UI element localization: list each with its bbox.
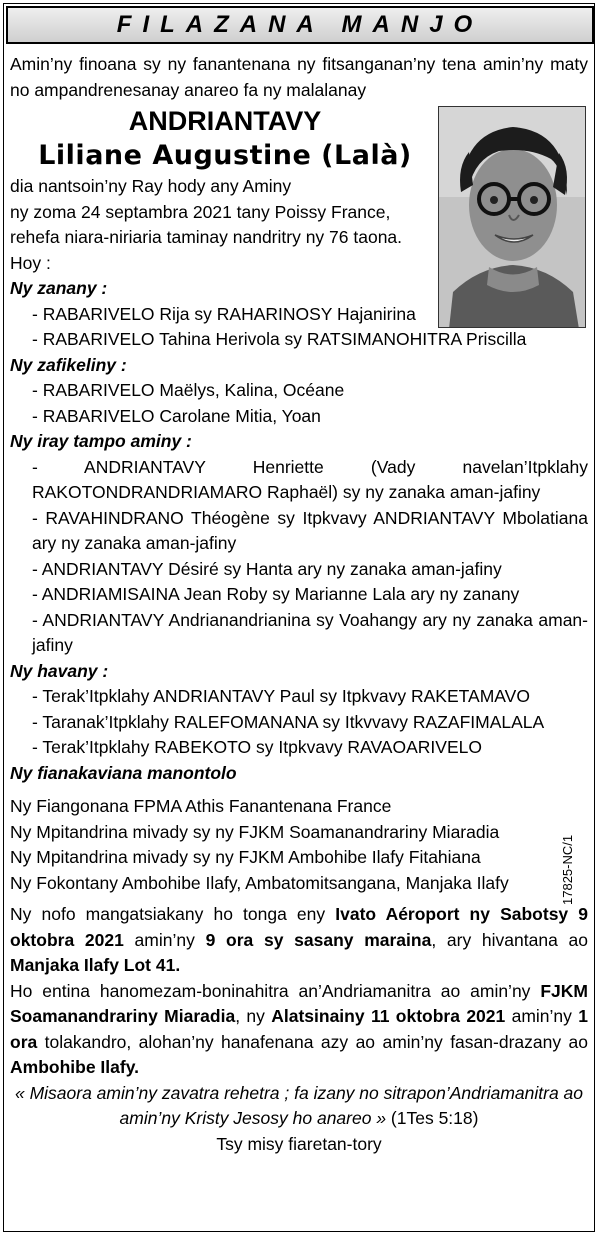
burial-text: , ny [235,1006,272,1026]
arrival-time: 9 ora sy sasany maraina [205,929,432,950]
deceased-given-names: Liliane Augustine (Lalà) [38,140,412,171]
notice-title: FILAZANA MANJO [116,11,484,38]
section-title-community: Ny fianakaviana manontolo [10,762,237,783]
list-item: - ANDRIAMISAINA Jean Roby sy Marianne Lala ary ny zanany [32,584,520,604]
section-title-children: Ny zanany : [10,278,108,298]
death-line-1: dia nantsoin’ny Ray hody any Aminy [10,176,292,196]
list-item: Ny Mpitandrina mivady sy ny FJKM Soamanandrariny Miaradia [10,821,500,842]
verse-reference: (1Tes 5:18) [386,1108,479,1128]
footer-note: Tsy misy fiaretan-tory [216,1133,382,1154]
notice-banner [6,6,594,44]
burial-time: 1 ora [10,1006,588,1052]
burial-text: amin’ny [505,1006,579,1026]
burial-paragraph [10,979,588,1081]
list-item: - Terak’Itpklahy ANDRIANTAVY Paul sy Itpkvavy RAKETAMAVO [32,686,530,706]
burial-text: Ho entina hanomezam-boninahitra an’Andriamanitra ao amin’ny [10,980,541,1001]
section-title-siblings: Ny iray tampo aminy : [10,431,192,451]
list-item: - RABARIVELO Rija sy RAHARINOSY Hajanirina [32,303,416,324]
verse-quote: « Misaora amin’ny zavatra rehetra ; fa izany no sitrapon’Andriamanitra ao amin’ny Kristy Jesosy ho anareo » [14,1082,584,1128]
burial-church: FJKM Soamanandrariny Miaradia [10,980,588,1026]
list-item: Ny Fokontany Ambohibe Ilafy, Ambatomitsangana, Manjaka Ilafy [10,872,509,893]
list-item: - ANDRIANTAVY Henriette (Vady navelan’Itpklahy RAKOTONDRANDRIAMARO Raphaël) sy ny zanaka aman-jafiny [32,456,588,502]
death-line-2: ny zoma 24 septambra 2021 tany Poissy France, [10,201,391,222]
arrival-text: amin’ny [123,929,206,950]
arrival-text: , ary hivantana ao [431,929,589,950]
burial-place: Ambohibe Ilafy. [10,1057,139,1077]
bible-verse [10,1081,588,1132]
list-item: - Terak’Itpklahy RABEKOTO sy Itpkvavy RAVAOARIVELO [32,737,482,757]
list-item: - Taranak’Itpklahy RALEFOMANANA sy Itkvvavy RAZAFIMALALA [32,711,545,732]
list-item: - RAVAHINDRANO Théogène sy Itpkvavy ANDRIANTAVY Mbolatiana ary ny zanaka aman-jafiny [32,507,588,553]
arrival-text: Ny nofo mangatsiakany ho tonga eny [10,904,336,924]
section-title-grandchildren: Ny zafikeliny : [10,354,127,375]
arrival-place-date: Ivato Aéroport ny Sabotsy 9 oktobra 2021 [10,904,588,950]
death-line-3: rehefa niara-niriaria taminay nandritry ny 76 taona. [10,227,403,247]
reference-code: 17825-NC/1 [560,834,575,906]
list-item: - RABARIVELO Tahina Herivola sy RATSIMANOHITRA Priscilla [32,329,527,349]
burial-date: Alatsinainy 11 oktobra 2021 [271,1006,506,1026]
deceased-surname: ANDRIANTAVY [128,106,322,136]
list-item: Ny Fiangonana FPMA Athis Fanantenana France [10,796,392,816]
burial-text: tolakandro, alohan’ny hanafenana azy ao amin’ny fasan-drazany ao [37,1031,588,1052]
list-item: - RABARIVELO Carolane Mitia, Yoan [32,405,321,426]
arrival-destination: Manjaka Ilafy Lot 41. [10,955,181,975]
section-title-relatives: Ny havany : [10,660,109,681]
intro-text: Amin’ny finoana sy ny fanantenana ny fitsanganan’ny tena amin’ny maty no ampandrenesanay anareo fa ny malalanay [10,54,588,100]
list-item: - ANDRIANTAVY Andrianandrianina sy Voahangy ary ny zanaka aman-jafiny [32,609,588,655]
list-item: Ny Mpitandrina mivady sy ny FJKM Ambohibe Ilafy Fitahiana [10,847,481,867]
notice-content [10,52,588,1157]
arrival-paragraph [10,902,588,979]
death-line-4: Hoy : [10,252,51,273]
list-item: - RABARIVELO Maëlys, Kalina, Océane [32,380,345,400]
list-item: - ANDRIANTAVY Désiré sy Hanta ary ny zanaka aman-jafiny [32,558,502,579]
